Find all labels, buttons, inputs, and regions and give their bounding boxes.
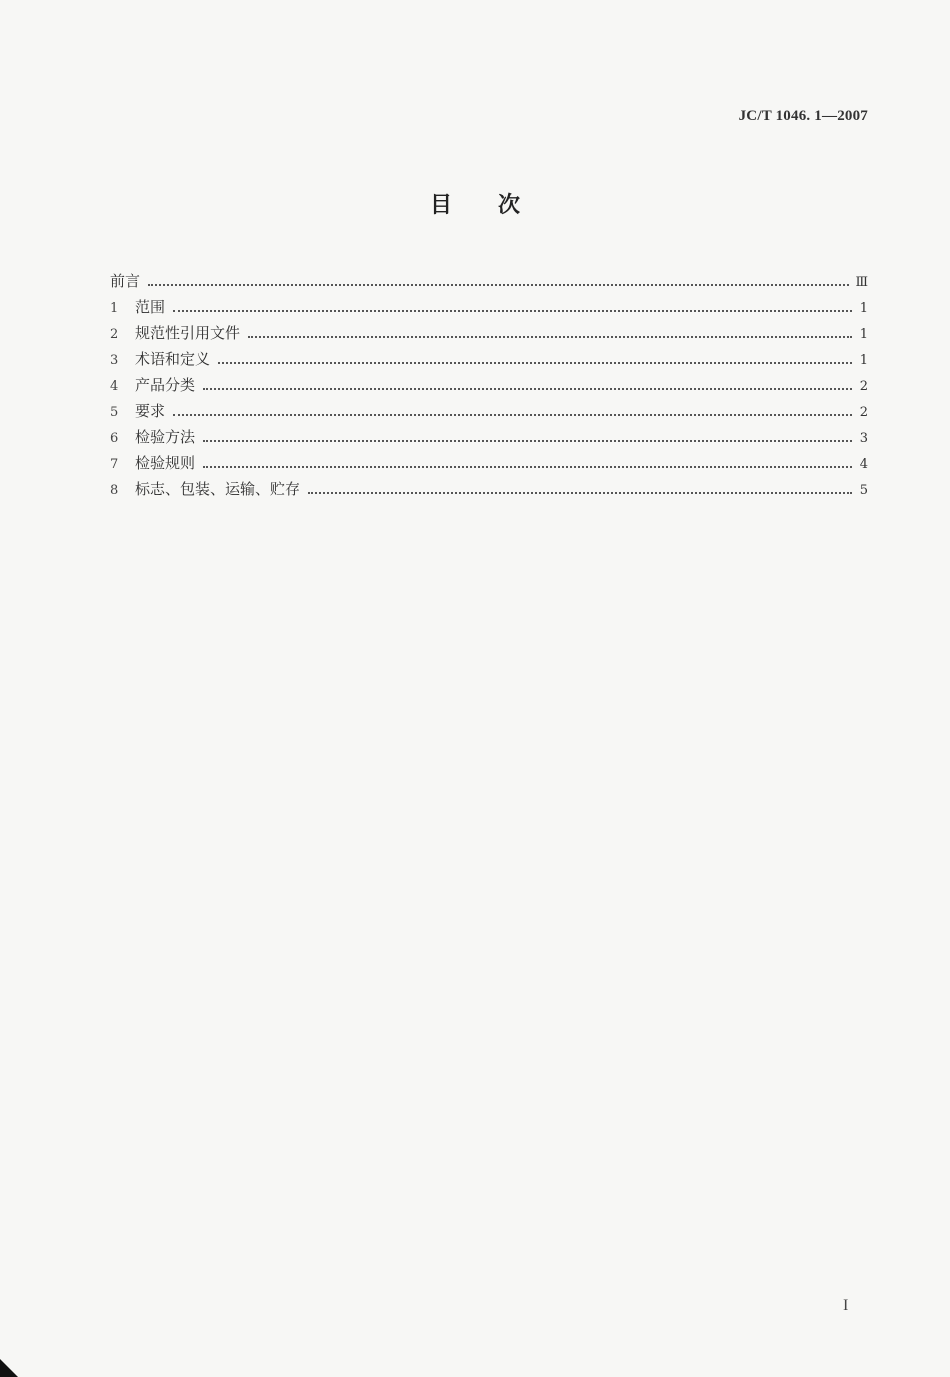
dot-leader (308, 491, 852, 494)
page-number: I (843, 1297, 849, 1314)
toc-entry-terms-definitions[interactable] (110, 348, 868, 374)
toc-entry-label: 范围 (135, 298, 166, 316)
toc-entry-page: 5 (859, 483, 868, 498)
toc-entry-number: 6 (110, 431, 119, 446)
dot-leader (203, 465, 852, 468)
toc-entry-inspection-rules[interactable] (110, 452, 868, 478)
toc-entry-classification[interactable] (110, 374, 868, 400)
table-of-contents (110, 270, 868, 504)
toc-entry-page: Ⅲ (855, 275, 868, 290)
toc-entry-page: 1 (859, 353, 868, 368)
dot-leader (173, 309, 852, 312)
toc-entry-scope[interactable] (110, 296, 868, 322)
toc-entry-page: 4 (859, 457, 868, 472)
toc-entry-label: 规范性引用文件 (135, 324, 241, 342)
toc-entry-number: 2 (110, 327, 119, 342)
toc-entry-page: 2 (859, 379, 868, 394)
toc-entry-label: 检验规则 (135, 454, 196, 472)
toc-entry-page: 3 (859, 431, 868, 446)
toc-entry-marking-packaging[interactable] (110, 478, 868, 504)
dot-leader (203, 439, 852, 442)
toc-entry-number: 7 (110, 457, 119, 472)
toc-entry-page: 1 (859, 301, 868, 316)
toc-entry-label: 检验方法 (135, 428, 196, 446)
standard-number: JC/T 1046. 1—2007 (738, 108, 868, 124)
toc-entry-label: 术语和定义 (135, 350, 211, 368)
dot-leader (148, 283, 849, 286)
toc-entry-number: 3 (110, 353, 119, 368)
toc-entry-label: 标志、包装、运输、贮存 (135, 480, 301, 498)
toc-entry-label: 前言 (110, 272, 141, 290)
toc-entry-foreword[interactable] (110, 270, 868, 296)
toc-entry-number: 4 (110, 379, 119, 394)
page-title: 目次 (429, 193, 566, 218)
toc-entry-test-methods[interactable] (110, 426, 868, 452)
toc-entry-number: 5 (110, 405, 119, 420)
toc-entry-number: 8 (110, 483, 119, 498)
dot-leader (218, 361, 852, 364)
toc-entry-label: 要求 (135, 402, 166, 420)
dot-leader (248, 335, 852, 338)
toc-entry-number: 1 (110, 301, 119, 316)
toc-entry-requirements[interactable] (110, 400, 868, 426)
dot-leader (173, 413, 852, 416)
scan-corner-mark (0, 1359, 18, 1377)
dot-leader (203, 387, 852, 390)
toc-entry-label: 产品分类 (135, 376, 196, 394)
toc-entry-page: 1 (859, 327, 868, 342)
toc-entry-page: 2 (859, 405, 868, 420)
toc-entry-normative-references[interactable] (110, 322, 868, 348)
